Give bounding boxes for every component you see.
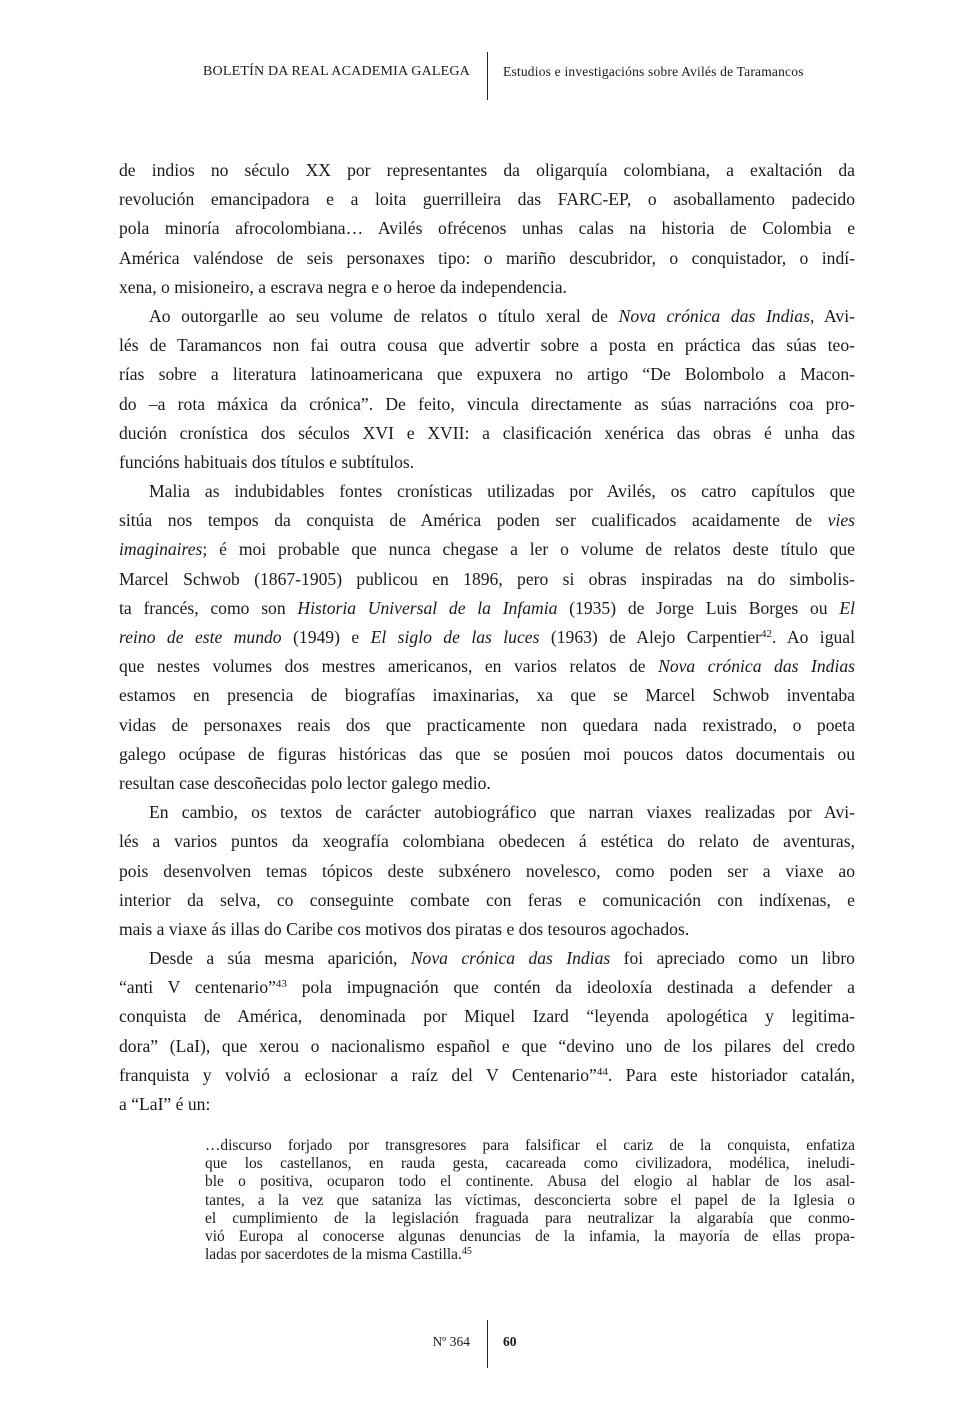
text-run: ; é moi probable que nunca chegase a ler o volume de relatos deste título que xyxy=(202,539,855,560)
italic-text: vies xyxy=(827,510,855,531)
paragraph xyxy=(119,302,855,477)
text-line xyxy=(119,769,855,798)
text-line xyxy=(119,623,855,652)
text-line xyxy=(119,711,855,740)
text-run: . Ao igual xyxy=(772,627,855,647)
text-run: funcións habituais dos títulos e subtítulos. xyxy=(119,451,415,472)
text-run: a “LaI” é un: xyxy=(119,1094,211,1114)
text-run: que nestes volumes dos mestres americanos, en varios relatos de xyxy=(119,656,659,677)
text-run: ble o positiva, ocuparon todo el continente. Abusa del elogio al hablar de los asal- xyxy=(205,1173,855,1191)
text-run: conquista de América, denominada por Miquel Izard “leyenda apologética y legitima- xyxy=(119,1006,855,1027)
text-run: rías sobre a literatura latinoamericana que expuxera no artigo “De Bolombolo a Macon- xyxy=(119,364,855,385)
text-line xyxy=(205,1173,855,1191)
text-line xyxy=(119,857,855,886)
italic-text: Nova crónica das Indias xyxy=(618,305,810,326)
block-quote xyxy=(205,1137,855,1264)
italic-text: reino de este mundo xyxy=(119,627,282,647)
text-line xyxy=(119,1090,855,1119)
text-line xyxy=(119,798,855,827)
text-run: interior da selva, co conseguinte combate con feras e comunicación con indíxenas, e xyxy=(119,889,855,910)
text-line xyxy=(119,740,855,769)
text-line xyxy=(119,594,855,623)
text-run: galego ocúpase de figuras históricas das que se posúen moi poucos datos documentais ou xyxy=(119,743,855,764)
text-line xyxy=(119,535,855,564)
text-line xyxy=(119,244,855,273)
italic-text: Nova crónica das Indias xyxy=(658,656,855,677)
text-run: xena, o misioneiro, a escrava negra e o heroe da independencia. xyxy=(119,276,567,297)
footnote-ref[interactable]: 45 xyxy=(461,1246,472,1258)
text-run: resultan case descoñecidas polo lector galego medio. xyxy=(119,772,491,793)
text-line xyxy=(119,214,855,243)
italic-text: El siglo de las luces xyxy=(370,627,540,647)
italic-text: imaginaires xyxy=(119,539,203,560)
text-run: Malia as indubidables fontes cronísticas utilizadas por Avilés, os catro capítulos que xyxy=(149,481,855,502)
text-run: lés de Taramancos non fai outra cousa que advertir sobre a posta en práctica das súas teo- xyxy=(119,335,855,356)
text-run: Desde a súa mesma aparición, xyxy=(149,948,411,969)
issue-number: Nº 364 xyxy=(432,1334,470,1349)
text-run: ladas por sacerdotes de la misma Castilla. xyxy=(205,1246,462,1264)
footnote-ref[interactable]: 42 xyxy=(761,628,773,640)
paragraph xyxy=(119,156,855,302)
text-line xyxy=(205,1228,855,1246)
footnote-ref[interactable]: 43 xyxy=(275,978,287,991)
text-run: que los castellanos, en rauda gesta, cacareada como civilizadora, modélica, ineludi- xyxy=(205,1155,855,1173)
text-run: de indios no século XX por representantes da oligarquía colombiana, a exaltación da xyxy=(119,160,855,180)
text-run: foi apreciado como un libro xyxy=(610,948,855,969)
text-run: “anti V centenario” xyxy=(119,977,276,998)
text-run: lés a varios puntos da xeografía colombiana obedecen á estética do relato de aventuras, xyxy=(119,831,855,852)
text-line xyxy=(119,360,855,389)
text-line xyxy=(119,1061,855,1090)
text-run: En cambio, os textos de carácter autobiográfico que narran viaxes realizadas por Avi- xyxy=(149,802,855,823)
text-run: (1949) e xyxy=(281,627,371,647)
text-line xyxy=(119,506,855,535)
text-run: ta francés, como son xyxy=(119,597,298,618)
text-line xyxy=(119,652,855,681)
text-run: el cumplimiento de la legislación fraguada para neutralizar la algarabía que conmo- xyxy=(205,1209,855,1227)
text-line xyxy=(119,477,855,506)
section-title: Estudios e investigacións sobre Avilés de Taramancos xyxy=(503,64,804,79)
text-run: Marcel Schwob (1867-1905) publicou en 1896, pero si obras inspiradas na do simbolis- xyxy=(119,568,855,589)
text-line xyxy=(205,1210,855,1228)
text-run: (1935) de Jorge Luis Borges ou xyxy=(557,597,840,618)
paragraph xyxy=(119,477,855,798)
italic-text: El xyxy=(839,597,855,618)
text-run: dución cronística dos séculos XVI e XVII: a clasificación xenérica das obras é unha das xyxy=(119,422,855,443)
text-run: (1963) de Alejo Carpentier xyxy=(539,627,762,647)
paragraph xyxy=(205,1137,855,1264)
text-run: pola impugnación que contén da ideoloxía destinada a defender a xyxy=(286,977,855,998)
italic-text: Nova crónica das Indias xyxy=(410,948,611,969)
text-run: vió Europa al conocerse algunas denuncias de la infamia, la mayoría de ellas propa- xyxy=(205,1227,855,1245)
text-line xyxy=(119,448,855,477)
journal-title: BOLETÍN DA REAL ACADEMIA GALEGA xyxy=(203,64,470,79)
text-run: pola minoría afrocolombiana… Avilés ofrécenos unhas calas na historia de Colombia e xyxy=(119,218,855,239)
text-run: sitúa nos tempos da conquista de América poden ser cualificados acaidamente de xyxy=(119,510,828,531)
italic-text: Historia Universal de la Infamia xyxy=(297,597,558,618)
paragraph xyxy=(119,944,855,1119)
page-number: 60 xyxy=(503,1334,517,1349)
text-run: América valéndose de seis personaxes tipo: o mariño descubridor, o conquistador, o indí- xyxy=(119,247,855,268)
text-run: franquista y volvió a eclosionar a raíz del V Centenario” xyxy=(119,1064,597,1085)
text-run: tantes, a la vez que sataniza las víctimas, desconcierta sobre el papel de la Iglesia o xyxy=(205,1191,855,1209)
text-line xyxy=(119,1032,855,1061)
text-line xyxy=(119,390,855,419)
text-line xyxy=(119,302,855,331)
text-line xyxy=(119,156,855,185)
text-line xyxy=(205,1192,855,1210)
text-run: dora” (LaI), que xerou o nacionalismo español e que “devino uno de los pilares del credo xyxy=(119,1035,855,1056)
body-text xyxy=(119,156,855,1119)
text-run: estamos en presencia de biografías imaxinarias, xa que se Marcel Schwob inventaba xyxy=(119,685,855,706)
text-line xyxy=(119,944,855,973)
text-line xyxy=(119,185,855,214)
text-run: do –a rota máxica da crónica”. De feito, vincula directamente as súas narracións coa pro- xyxy=(119,393,855,414)
text-line xyxy=(205,1155,855,1173)
paragraph xyxy=(119,798,855,944)
footer-divider xyxy=(487,1320,488,1368)
text-run: , Avi- xyxy=(809,305,855,326)
text-line xyxy=(119,915,855,944)
text-line xyxy=(119,1002,855,1031)
header-divider xyxy=(487,52,488,100)
text-line xyxy=(119,273,855,302)
text-line xyxy=(205,1246,855,1264)
text-run: …discurso forjado por transgresores para falsificar el cariz de la conquista, enfatiza xyxy=(205,1137,855,1154)
text-run: mais a viaxe ás illas do Caribe cos motivos dos piratas e dos tesouros agochados. xyxy=(119,918,690,939)
text-line xyxy=(205,1137,855,1155)
text-line xyxy=(119,973,855,1002)
text-line xyxy=(119,419,855,448)
footnote-ref[interactable]: 44 xyxy=(596,1065,608,1078)
text-run: pois desenvolven temas tópicos deste subxénero novelesco, como poden ser a viaxe ao xyxy=(119,860,855,881)
text-line xyxy=(119,886,855,915)
text-line xyxy=(119,681,855,710)
text-run: vidas de personaxes reais dos que practicamente non quedara nada rexistrado, o poeta xyxy=(119,714,855,735)
text-line xyxy=(119,565,855,594)
text-run: Ao outorgarlle ao seu volume de relatos o título xeral de xyxy=(149,305,619,326)
text-run: revolución emancipadora e a loita guerrilleira das FARC-EP, o asoballamento padecido xyxy=(119,189,855,210)
text-run: . Para este historiador catalán, xyxy=(607,1064,855,1085)
text-line xyxy=(119,827,855,856)
text-line xyxy=(119,331,855,360)
